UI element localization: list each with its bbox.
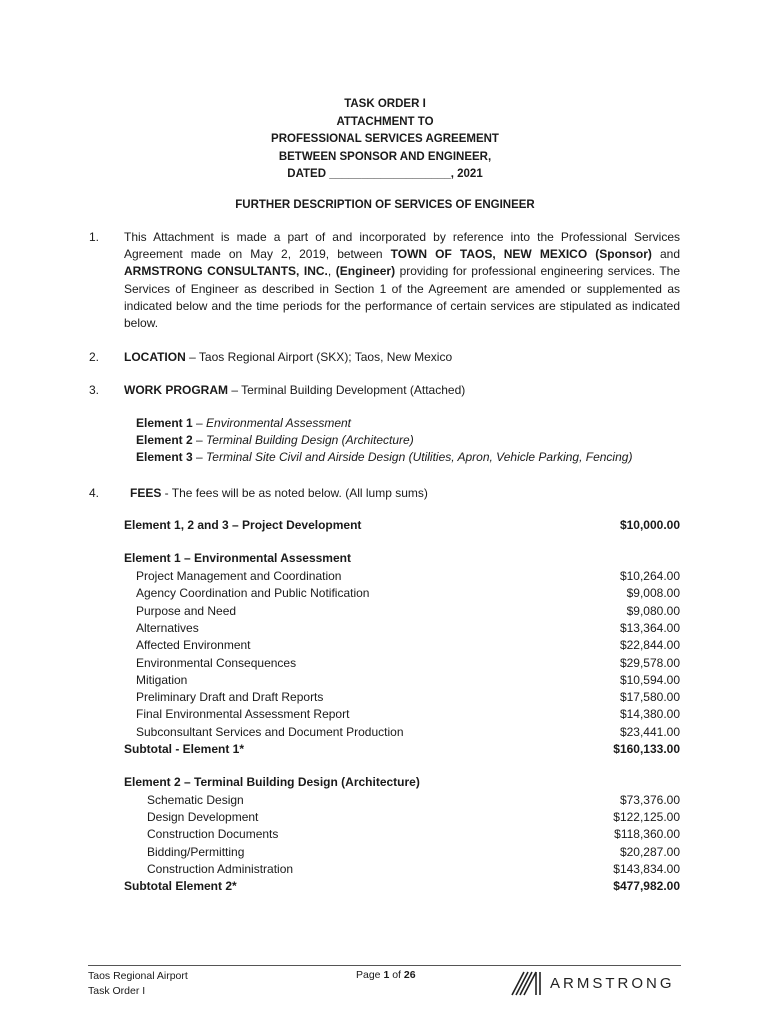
fee-item-label: Schematic Design — [147, 793, 244, 807]
fee-line-item — [0, 845, 770, 862]
page-of: of — [389, 969, 404, 981]
work-program-text: – Terminal Building Development (Attached) — [228, 383, 466, 397]
subtotal-label: Subtotal Element 2* — [124, 879, 237, 893]
fee-item-value: $13,364.00 — [619, 620, 680, 635]
s1-sponsor: TOWN OF TAOS, NEW MEXICO (Sponsor) — [390, 247, 652, 262]
title-line-4: BETWEEN SPONSOR AND ENGINEER, — [278, 150, 492, 163]
fee-line-item — [0, 827, 770, 844]
fee-item-value: $10,264.00 — [619, 569, 680, 583]
subtotal-value: $477,982.00 — [613, 879, 680, 893]
s1-text-a: This Attachment is made a part of and incorporated by reference into the Professional Services Agreement made on May 2, 2019, between — [124, 230, 680, 262]
title-line-5: DATED ___________________, 2021 — [287, 168, 483, 180]
s1-text-d: providing for professional engineering services. The Services of Engineer as described in Section 1 of the Agreement are amended or supplemented as indicated below and the time periods for the performance of certain services are stipulated as indicated below. — [124, 264, 681, 331]
title-line-2: ATTACHMENT TO — [336, 115, 434, 128]
fee-item-value: $23,441.00 — [619, 724, 680, 739]
fee-item-label: Purpose and Need — [136, 603, 237, 618]
fee-item-label: Environmental Consequences — [136, 655, 297, 670]
section-3-number: 3. — [89, 383, 100, 397]
fees-label: FEES — [130, 486, 162, 500]
section-subtitle: FURTHER DESCRIPTION OF SERVICES OF ENGINEER — [235, 199, 535, 211]
s1-text-b: and — [651, 247, 681, 262]
fee-line-item — [0, 586, 770, 603]
fee-item-value: $17,580.00 — [619, 690, 680, 705]
work-element-3-desc: Terminal Site Civil and Airside Design (Utilities, Apron, Vehicle Parking, Fencing) — [206, 450, 633, 464]
fee-item-label: Alternatives — [136, 620, 199, 635]
fee-line-item — [0, 569, 770, 586]
element-2-heading: Element 2 – Terminal Building Design (Architecture) — [124, 775, 420, 789]
element-1-heading-row — [0, 551, 770, 568]
fee-item-label: Construction Documents — [147, 827, 279, 842]
section-3-line — [124, 383, 465, 397]
fee-item-value: $73,376.00 — [619, 793, 680, 807]
fee-project-development — [0, 518, 770, 535]
title-line-1: TASK ORDER I — [344, 98, 426, 110]
fee-line-item — [0, 862, 770, 879]
footer-task-order: Task Order I — [88, 985, 146, 997]
fee-item-value: $20,287.00 — [619, 844, 680, 859]
section-1-number: 1. — [89, 230, 100, 244]
page-number — [356, 969, 416, 981]
section-4-line — [130, 486, 428, 500]
fee-item-value: $9,008.00 — [626, 586, 680, 601]
fee-line-item — [0, 638, 770, 655]
fee-item-label: Mitigation — [136, 672, 188, 687]
work-element-1-sep: – — [192, 416, 207, 430]
work-program-label: WORK PROGRAM — [124, 383, 228, 397]
fee-label: Element 1, 2 and 3 – Project Development — [124, 518, 362, 532]
work-element-1-desc: Environmental Assessment — [206, 416, 351, 430]
fee-item-value: $10,594.00 — [619, 672, 680, 687]
fee-item-value: $118,360.00 — [614, 827, 680, 842]
work-element-3-label: Element 3 — [136, 450, 193, 464]
fee-line-item — [0, 707, 770, 724]
fee-line-item — [0, 793, 770, 810]
element-2-heading-row — [0, 775, 770, 792]
fee-item-value: $9,080.00 — [626, 603, 680, 618]
fee-line-item — [0, 604, 770, 621]
work-element-2-desc: Terminal Building Design (Architecture) — [206, 433, 414, 447]
page-current: 1 — [383, 969, 390, 981]
s1-text-c: , — [327, 264, 336, 279]
section-1-paragraph — [124, 229, 680, 332]
subtotal-value: $160,133.00 — [613, 742, 680, 756]
work-element-2-label: Element 2 — [136, 433, 193, 447]
page-total: 26 — [403, 969, 416, 981]
footer-left — [88, 969, 188, 999]
fee-item-value: $29,578.00 — [619, 655, 680, 670]
fee-item-label: Agency Coordination and Public Notification — [136, 586, 370, 601]
armstrong-logo — [510, 970, 675, 996]
s1-engineer-name: ARMSTRONG CONSULTANTS, INC. — [124, 264, 328, 279]
fee-item-label: Bidding/Permitting — [147, 844, 245, 859]
fee-line-item — [0, 810, 770, 827]
work-element-1-label: Element 1 — [136, 416, 193, 430]
location-label: LOCATION — [124, 350, 186, 364]
fee-item-label: Final Environmental Assessment Report — [136, 707, 350, 722]
page-prefix: Page — [356, 969, 384, 981]
element-2-subtotal-row — [0, 879, 770, 896]
work-element-3 — [136, 450, 632, 464]
fee-item-value: $14,380.00 — [619, 707, 680, 722]
fee-item-value: $122,125.00 — [613, 810, 680, 825]
work-element-2-sep: – — [192, 433, 207, 447]
section-2-line — [124, 350, 452, 364]
element-1-subtotal-row — [0, 742, 770, 759]
fee-item-label: Subconsultant Services and Document Production — [136, 724, 404, 739]
fee-item-label: Construction Administration — [147, 861, 294, 876]
fees-text: - The fees will be as noted below. (All lump sums) — [161, 486, 428, 500]
title-line-3: PROFESSIONAL SERVICES AGREEMENT — [271, 133, 499, 145]
fee-item-label: Preliminary Draft and Draft Reports — [136, 690, 324, 705]
subtotal-label: Subtotal - Element 1* — [124, 742, 245, 756]
armstrong-logo-mark-icon — [510, 970, 544, 996]
footer-airport: Taos Regional Airport — [88, 970, 188, 982]
work-element-1 — [136, 416, 351, 430]
fee-line-item — [0, 690, 770, 707]
section-2-number: 2. — [89, 350, 100, 364]
fee-item-value: $143,834.00 — [613, 861, 680, 876]
work-element-3-sep: – — [192, 450, 207, 464]
footer-divider — [88, 965, 681, 966]
location-text: – Taos Regional Airport (SKX); Taos, New Mexico — [185, 350, 453, 364]
fee-line-item — [0, 673, 770, 690]
fee-line-item — [0, 725, 770, 742]
document-title — [0, 96, 770, 184]
fee-item-value: $22,844.00 — [619, 638, 680, 653]
logo-text: ARMSTRONG — [550, 974, 675, 992]
fee-line-item — [0, 656, 770, 673]
work-element-2 — [136, 433, 414, 447]
fee-value: $10,000.00 — [619, 518, 680, 532]
fee-item-label: Design Development — [147, 810, 259, 825]
element-1-heading: Element 1 – Environmental Assessment — [124, 551, 351, 565]
fee-item-label: Affected Environment — [136, 638, 251, 653]
s1-engineer-role: (Engineer) — [335, 264, 396, 279]
fee-line-item — [0, 621, 770, 638]
fee-item-label: Project Management and Coordination — [136, 569, 342, 583]
section-4-number: 4. — [89, 486, 100, 500]
